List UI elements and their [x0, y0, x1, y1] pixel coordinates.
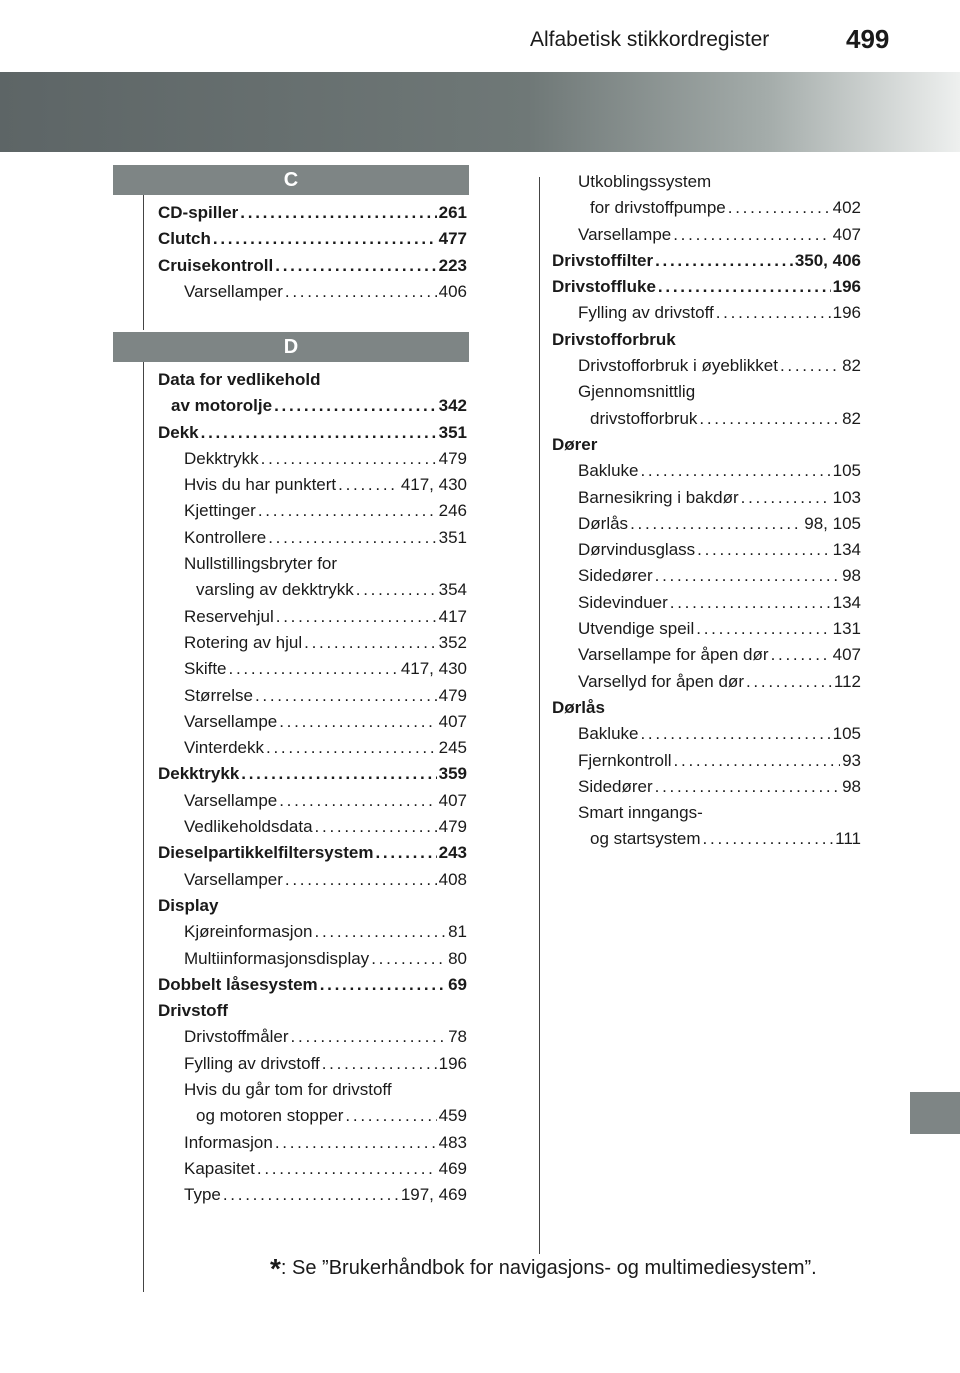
entry-term: Varsellampe: [184, 711, 278, 731]
entry-term: Kontrollere: [184, 527, 267, 547]
index-entry: [552, 406, 861, 432]
dot-leader: [670, 590, 831, 616]
entry-page-ref: 197, 469: [400, 1185, 467, 1205]
dot-leader: [356, 577, 437, 603]
entry-page-ref: 417: [438, 606, 467, 626]
entry-page-ref: 406: [438, 281, 467, 301]
dot-leader: [640, 458, 830, 484]
entry-term: Nullstillingsbryter for: [184, 554, 338, 574]
section-header-c: C: [113, 165, 469, 195]
entry-page-ref: 483: [438, 1132, 467, 1152]
entry-term: Kjøreinformasjon: [184, 922, 313, 942]
entry-term: Fylling av drivstoff: [184, 1053, 320, 1073]
dot-leader: [255, 683, 437, 709]
entry-page-ref: 78: [448, 1027, 467, 1047]
dot-leader: [703, 826, 834, 852]
index-entry: [158, 867, 467, 893]
footnote-text: : Se ”Brukerhåndbok for navigasjons- og multimediesystem”.: [280, 1257, 817, 1279]
index-entry: [552, 195, 861, 221]
entry-term: og motoren stopper: [196, 1106, 344, 1126]
entry-term: Dekktrykk: [158, 764, 240, 784]
entry-term: Cruisekontroll: [158, 255, 274, 275]
entry-page-ref: 354: [438, 580, 467, 600]
dot-leader: [285, 279, 437, 305]
index-entry: [158, 577, 467, 603]
entry-page-ref: 342: [438, 396, 467, 416]
dot-leader: [275, 1130, 437, 1156]
index-column-right: [552, 169, 861, 853]
index-entry: [158, 1024, 467, 1050]
index-entry: [552, 511, 861, 537]
entry-term: Bakluke: [578, 461, 639, 481]
footnote-asterisk: *: [270, 1253, 281, 1284]
index-entry: [552, 721, 861, 747]
dot-leader: [201, 420, 437, 446]
entry-page-ref: 407: [832, 645, 861, 665]
entry-term: av motorolje: [171, 396, 273, 416]
dot-leader: [229, 656, 399, 682]
dot-leader: [375, 840, 436, 866]
entry-term: CD-spiller: [158, 203, 239, 222]
dot-leader: [716, 300, 831, 326]
entry-page-ref: 359: [438, 764, 467, 784]
dot-leader: [285, 867, 437, 893]
index-entry: [552, 800, 861, 826]
index-entry: [552, 432, 861, 458]
entry-term: Drivstoffmåler: [184, 1027, 289, 1047]
index-entry: [552, 774, 861, 800]
index-entry: [552, 590, 861, 616]
entry-page-ref: 98: [842, 566, 861, 586]
dot-leader: [655, 563, 840, 589]
index-entry: [158, 656, 467, 682]
index-entry: [552, 300, 861, 326]
header-title: Alfabetisk stikkordregister: [530, 28, 770, 51]
entry-term: Størrelse: [184, 685, 253, 705]
index-entry: [158, 972, 467, 998]
index-entry: [158, 472, 467, 498]
entry-term: Fjernkontroll: [578, 750, 672, 770]
entry-term: Drivstofforbruk: [552, 329, 676, 349]
index-entry: [158, 1156, 467, 1182]
entry-term: Utvendige speil: [578, 619, 695, 639]
entry-term: Reservehjul: [184, 606, 274, 626]
entry-term: Dekk: [158, 422, 199, 442]
section-header-d: D: [113, 332, 469, 362]
index-entry: [552, 642, 861, 668]
index-entry: [158, 709, 467, 735]
entry-page-ref: 111: [835, 829, 861, 849]
index-entry: [158, 1130, 467, 1156]
entry-term: Drivstoff: [158, 1001, 228, 1021]
entry-page-ref: 417, 430: [400, 659, 467, 679]
entry-term: Dørvindusglass: [578, 540, 696, 560]
entry-term: Fylling av drivstoff: [578, 303, 714, 323]
entry-page-ref: 350, 406: [794, 250, 861, 270]
dot-leader: [322, 1051, 437, 1077]
dot-leader: [257, 1156, 437, 1182]
entry-page-ref: 105: [832, 724, 861, 744]
dot-leader: [241, 761, 436, 787]
dot-leader: [223, 1182, 399, 1208]
entry-page-ref: 112: [833, 671, 861, 691]
index-column-c: [158, 200, 467, 305]
entry-page-ref: 417, 430: [400, 475, 467, 495]
index-entry: [158, 367, 467, 393]
dot-leader: [696, 616, 830, 642]
index-entry: [158, 498, 467, 524]
entry-term: Multiinformasjonsdisplay: [184, 948, 370, 968]
entry-page-ref: 82: [842, 356, 861, 376]
entry-term: varsling av dekktrykk: [196, 580, 354, 600]
entry-page-ref: 196: [832, 303, 861, 323]
dot-leader: [320, 972, 446, 998]
dot-leader: [741, 485, 831, 511]
index-entry: [158, 393, 467, 419]
index-entry: [158, 226, 467, 252]
entry-page-ref: 479: [438, 817, 467, 837]
index-entry: [158, 946, 467, 972]
entry-term: Dører: [552, 434, 598, 454]
entry-term: Drivstoffluke: [552, 277, 656, 297]
index-entry: [552, 248, 861, 274]
entry-term: Data for vedlikehold: [158, 370, 321, 389]
entry-term: Dørlås: [578, 513, 629, 533]
entry-page-ref: 69: [448, 974, 467, 994]
dot-leader: [345, 1103, 436, 1129]
dot-leader: [673, 222, 830, 248]
entry-page-ref: 103: [832, 487, 861, 507]
dot-leader: [658, 274, 831, 300]
entry-term: Hvis du går tom for drivstoff: [184, 1080, 392, 1100]
entry-term: Vedlikeholdsdata: [184, 817, 313, 837]
entry-term: Varsellyd for åpen dør: [578, 671, 744, 691]
entry-term: Dekktrykk: [184, 448, 259, 468]
index-entry: [158, 630, 467, 656]
dot-leader: [315, 919, 447, 945]
entry-term: Sidevinduer: [578, 592, 668, 612]
entry-term: Rotering av hjul: [184, 632, 303, 652]
index-entry: [158, 998, 467, 1024]
index-entry: [158, 279, 467, 305]
entry-term: Hvis du har punktert: [184, 475, 337, 495]
dot-leader: [276, 604, 437, 630]
index-entry: [158, 761, 467, 787]
page-number: 499: [846, 24, 890, 54]
entry-term: Sidedører: [578, 776, 653, 796]
dot-leader: [674, 748, 841, 774]
dot-leader: [275, 253, 436, 279]
entry-term: Varsellampe for åpen dør: [578, 645, 769, 665]
dot-leader: [746, 669, 832, 695]
dot-leader: [655, 774, 840, 800]
entry-term: Dieselpartikkelfiltersystem: [158, 843, 374, 863]
left-column-rule: [143, 362, 144, 1292]
entry-page-ref: 477: [438, 229, 467, 249]
index-entry: [552, 748, 861, 774]
dot-leader: [268, 525, 436, 551]
index-entry: [552, 353, 861, 379]
entry-page-ref: 407: [832, 224, 861, 244]
dot-leader: [291, 1024, 447, 1050]
dot-leader: [371, 946, 446, 972]
index-entry: [552, 695, 861, 721]
dot-leader: [780, 353, 840, 379]
entry-term: Varsellampe: [184, 790, 278, 810]
index-entry: [552, 274, 861, 300]
dot-leader: [630, 511, 802, 537]
index-entry: [158, 840, 467, 866]
index-entry: [158, 253, 467, 279]
dot-leader: [261, 446, 437, 472]
index-entry: [158, 604, 467, 630]
entry-term: Sidedører: [578, 566, 653, 586]
entry-term: Varsellampe: [578, 224, 672, 244]
index-entry: [552, 669, 861, 695]
entry-term: Kapasitet: [184, 1158, 255, 1178]
index-entry: [158, 893, 467, 919]
index-entry: [158, 1051, 467, 1077]
entry-page-ref: 352: [438, 632, 467, 652]
index-entry: [552, 222, 861, 248]
entry-page-ref: 196: [832, 277, 861, 297]
entry-term: Drivstofforbruk i øyeblikket: [578, 356, 778, 376]
index-entry: [158, 919, 467, 945]
index-entry: [158, 551, 467, 577]
entry-term: Varsellamper: [184, 281, 283, 301]
dot-leader: [279, 709, 436, 735]
entry-page-ref: 407: [438, 711, 467, 731]
entry-page-ref: 459: [438, 1106, 467, 1126]
entry-term: Dørlås: [552, 697, 605, 717]
dot-leader: [728, 195, 831, 221]
entry-page-ref: 351: [438, 527, 467, 547]
column-divider: [539, 177, 540, 1254]
entry-term: Kjettinger: [184, 501, 256, 521]
entry-page-ref: 408: [438, 869, 467, 889]
dot-leader: [266, 735, 437, 761]
entry-page-ref: 82: [842, 408, 861, 428]
entry-term: Smart inngangs-: [578, 803, 703, 823]
entry-term: drivstofforbruk: [590, 408, 698, 428]
index-entry: [158, 788, 467, 814]
index-entry: [552, 563, 861, 589]
dot-leader: [213, 226, 437, 252]
chapter-tab: [910, 1092, 960, 1134]
dot-leader: [655, 248, 793, 274]
entry-term: Display: [158, 895, 219, 915]
footnote: [270, 1253, 817, 1285]
index-entry: [158, 525, 467, 551]
entry-term: Barnesikring i bakdør: [578, 487, 739, 507]
dot-leader: [697, 537, 830, 563]
entry-page-ref: 223: [438, 255, 467, 275]
entry-page-ref: 98: [842, 776, 861, 796]
index-column-d: [158, 367, 467, 1209]
dot-leader: [699, 406, 840, 432]
entry-term: Drivstoffilter: [552, 250, 654, 270]
index-entry: [158, 735, 467, 761]
entry-page-ref: 243: [438, 843, 467, 863]
entry-page-ref: 105: [832, 461, 861, 481]
dot-leader: [304, 630, 437, 656]
index-entry: [158, 200, 467, 226]
index-entry: [552, 485, 861, 511]
entry-page-ref: 134: [832, 540, 861, 560]
entry-page-ref: 131: [832, 619, 861, 639]
dot-leader: [315, 814, 437, 840]
dot-leader: [279, 788, 436, 814]
entry-page-ref: 351: [438, 422, 467, 442]
entry-term: Varsellamper: [184, 869, 283, 889]
entry-term: Bakluke: [578, 724, 639, 744]
entry-term: Skifte: [184, 659, 227, 679]
header-banner: [0, 72, 960, 152]
index-entry: [552, 537, 861, 563]
dot-leader: [338, 472, 399, 498]
entry-page-ref: 245: [438, 738, 467, 758]
entry-page-ref: 261: [438, 203, 467, 222]
entry-term: for drivstoffpumpe: [590, 198, 726, 218]
dot-leader: [240, 200, 436, 226]
index-entry: [552, 169, 861, 195]
entry-term: og startsystem: [590, 829, 701, 849]
index-entry: [158, 420, 467, 446]
index-entry: [552, 616, 861, 642]
entry-page-ref: 402: [832, 198, 861, 218]
entry-page-ref: 246: [438, 501, 467, 521]
entry-page-ref: 134: [832, 592, 861, 612]
dot-leader: [640, 721, 830, 747]
entry-page-ref: 80: [448, 948, 467, 968]
index-entry: [158, 683, 467, 709]
entry-term: Type: [184, 1185, 221, 1205]
entry-term: Clutch: [158, 229, 211, 249]
entry-page-ref: 81: [448, 922, 467, 942]
entry-page-ref: 407: [438, 790, 467, 810]
dot-leader: [771, 642, 831, 668]
index-entry: [552, 458, 861, 484]
index-entry: [552, 327, 861, 353]
entry-term: Utkoblingssystem: [578, 172, 712, 191]
index-entry: [158, 1077, 467, 1103]
entry-term: Dobbelt låsesystem: [158, 974, 318, 994]
entry-term: Gjennomsnittlig: [578, 382, 696, 402]
index-entry: [552, 826, 861, 852]
entry-term: Vinterdekk: [184, 738, 265, 758]
index-entry: [158, 1182, 467, 1208]
entry-page-ref: 469: [438, 1158, 467, 1178]
index-entry: [552, 379, 861, 405]
index-entry: [158, 446, 467, 472]
entry-page-ref: 93: [842, 750, 861, 770]
entry-page-ref: 196: [438, 1053, 467, 1073]
dot-leader: [258, 498, 437, 524]
entry-term: Informasjon: [184, 1132, 273, 1152]
entry-page-ref: 479: [438, 685, 467, 705]
entry-page-ref: 479: [438, 448, 467, 468]
index-entry: [158, 814, 467, 840]
index-entry: [158, 1103, 467, 1129]
dot-leader: [274, 393, 437, 419]
entry-page-ref: 98, 105: [804, 513, 861, 533]
